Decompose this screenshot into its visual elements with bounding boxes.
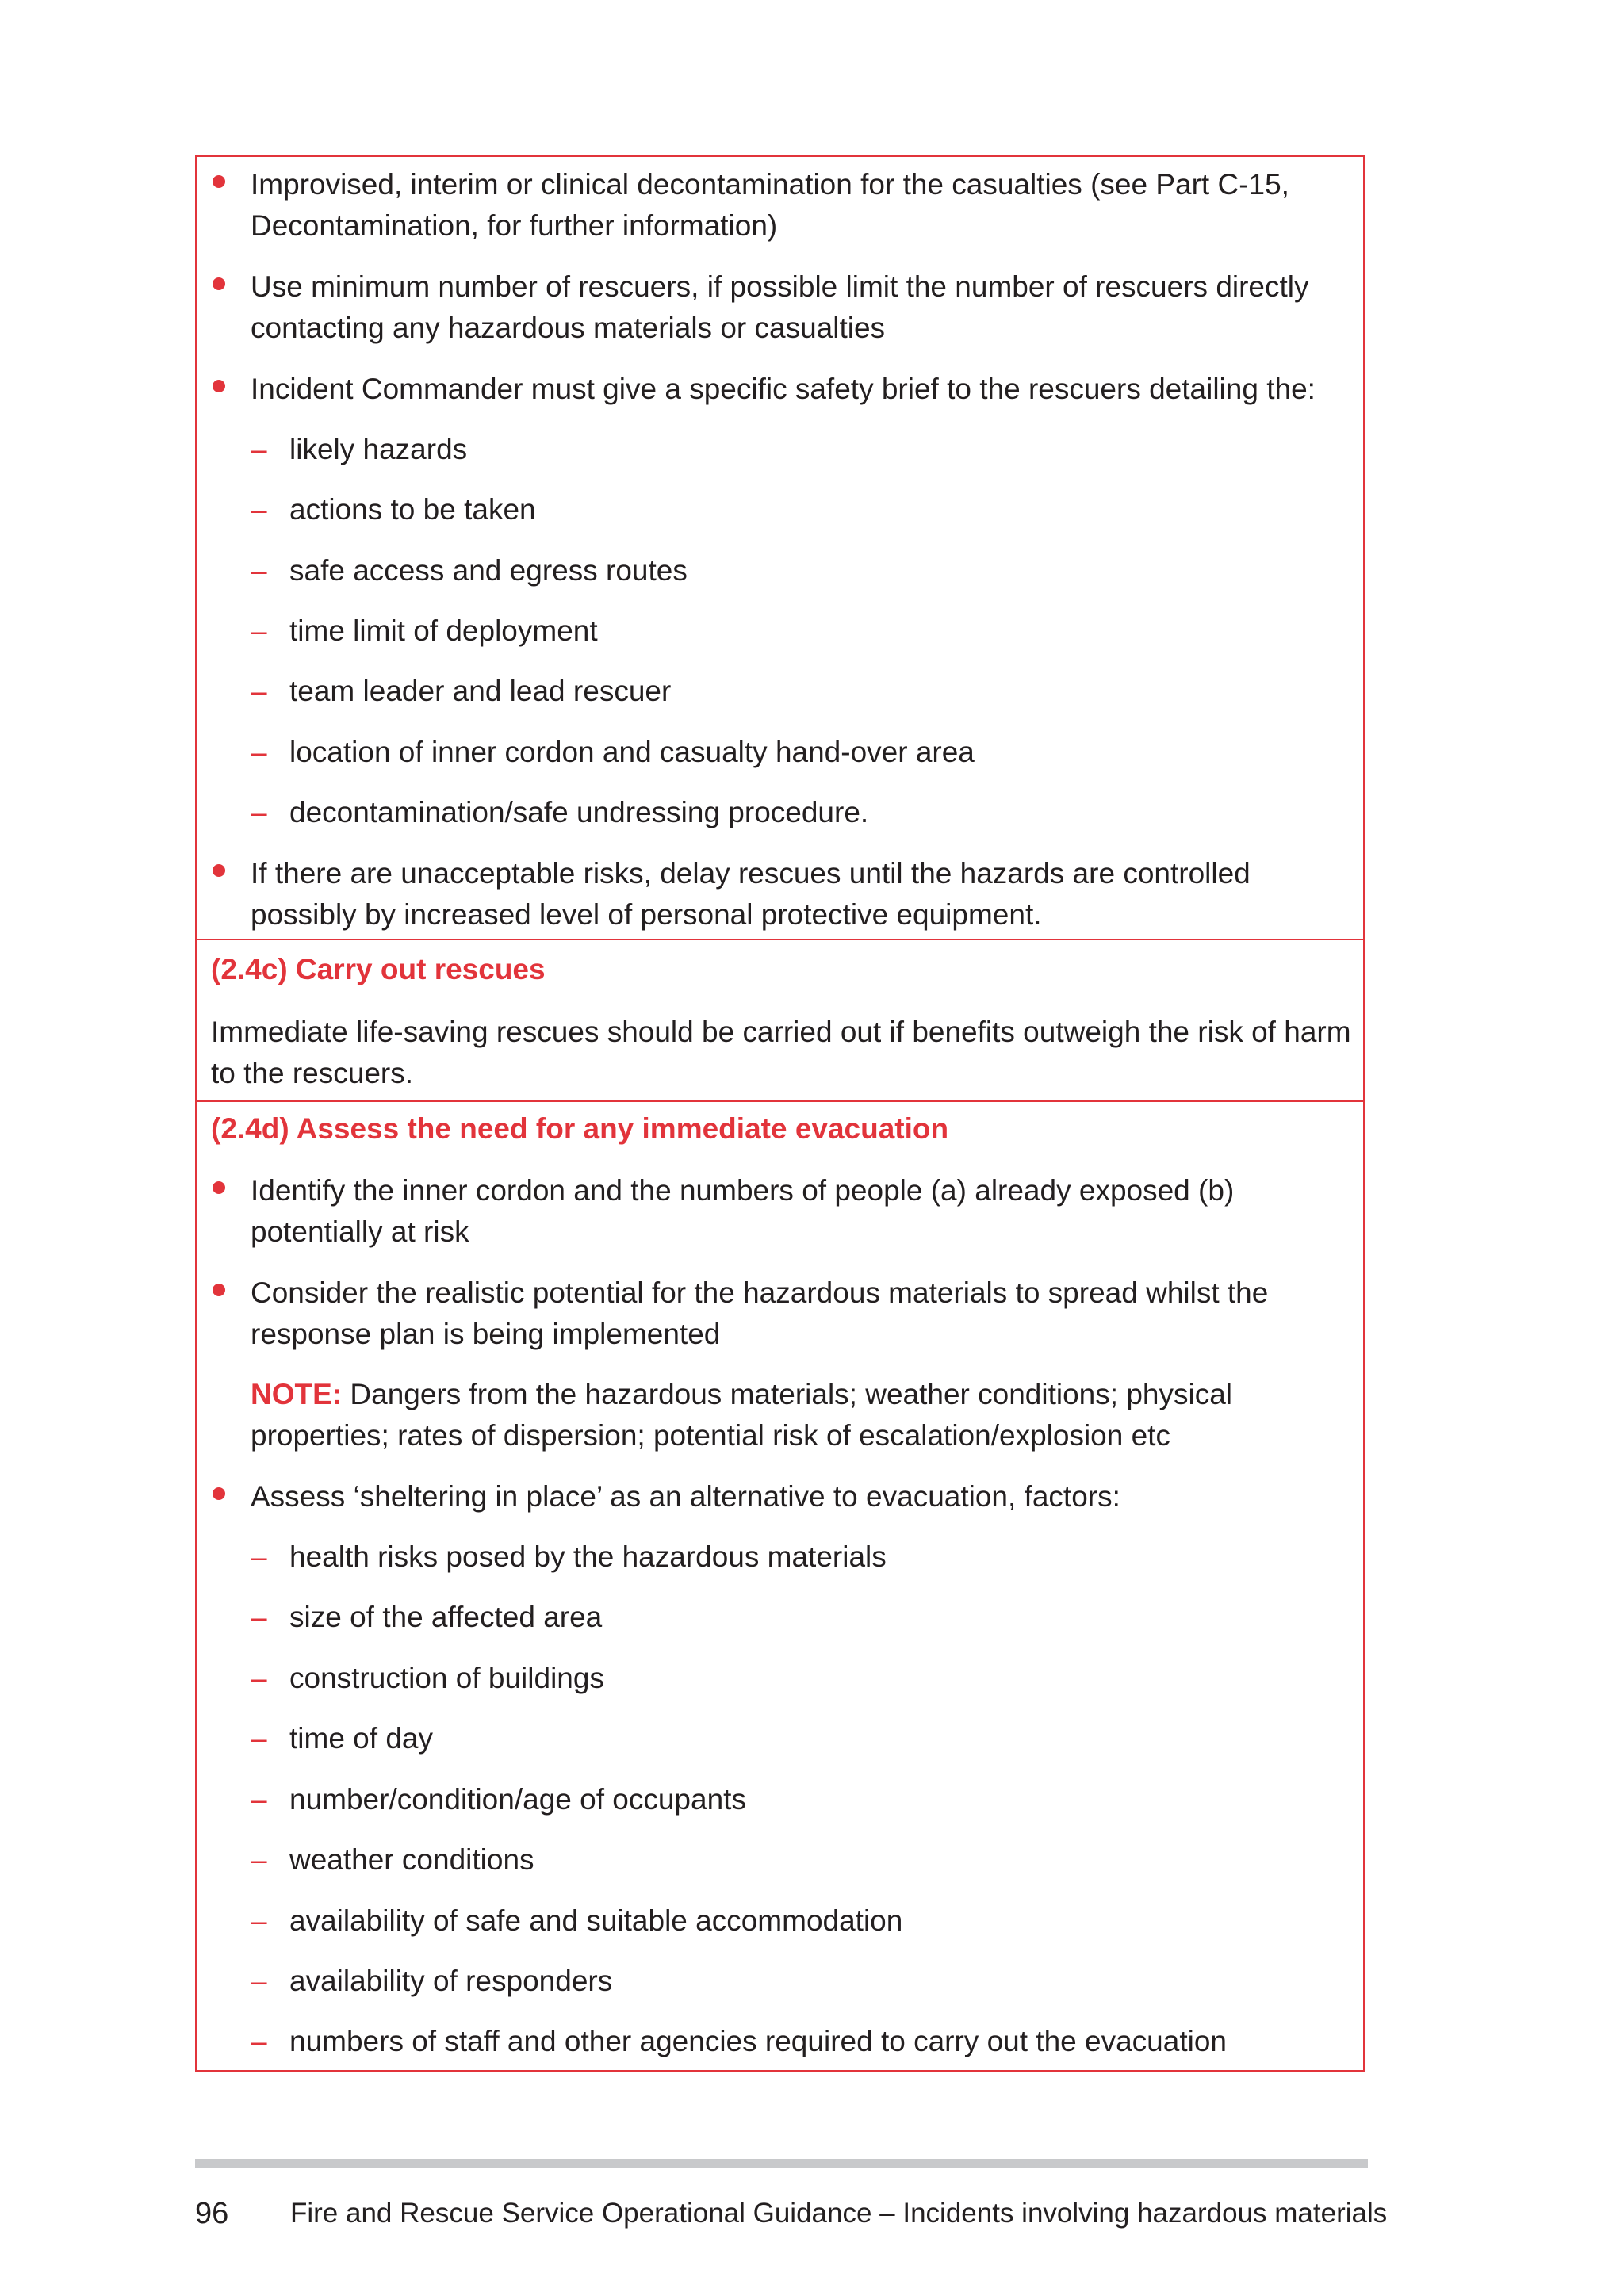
dash-icon: – xyxy=(251,433,267,465)
dash-icon: – xyxy=(251,1601,267,1633)
dash-item: – health risks posed by the hazardous materials xyxy=(289,1536,887,1578)
dash-item: – time of day xyxy=(289,1718,433,1759)
bullet-identify-cordon: Identify the inner cordon and the numbers of people (a) already exposed (b) potentially at risk xyxy=(251,1170,1234,1253)
rescues-body-text: Immediate life-saving rescues should be carried out if benefits outweigh the risk of harm to the rescuers. xyxy=(211,1016,1351,1089)
bullet-dot-icon xyxy=(213,1284,225,1296)
dash-icon: – xyxy=(251,1662,267,1694)
dash-icon: – xyxy=(251,796,267,828)
dash-icon: – xyxy=(251,554,267,587)
bullet-consider-spread: Consider the realistic potential for the hazardous materials to spread whilst the response plan is being implemented xyxy=(251,1272,1268,1355)
bullet-minimum-rescuers: Use minimum number of rescuers, if possible limit the number of rescuers directly contacting any hazardous materials or casualties xyxy=(251,266,1309,349)
dash-item: – availability of responders xyxy=(289,1961,612,2002)
bullet-dot-icon xyxy=(213,380,225,392)
dash-item: – team leader and lead rescuer xyxy=(289,671,671,712)
dash-item: – safe access and egress routes xyxy=(289,550,688,591)
dash-item: – size of the affected area xyxy=(289,1597,602,1638)
bullet-dot-icon xyxy=(213,277,225,290)
dash-item: – likely hazards xyxy=(289,429,467,470)
dash-icon: – xyxy=(251,1965,267,1997)
footer-title: Fire and Rescue Service Operational Guidance – Incidents involving hazardous materials xyxy=(290,2198,1388,2229)
dash-icon: – xyxy=(251,2025,267,2057)
dash-icon: – xyxy=(251,1783,267,1816)
note-label: NOTE: xyxy=(251,1378,343,1410)
dash-icon: – xyxy=(251,614,267,647)
dash-item: – decontamination/safe undressing procedure. xyxy=(289,792,868,833)
bullet-sheltering: Assess ‘sheltering in place’ as an alternative to evacuation, factors: xyxy=(251,1476,1120,1517)
dash-icon: – xyxy=(251,1540,267,1573)
section-heading-2-4c: (2.4c) Carry out rescues xyxy=(211,953,546,985)
bullet-dot-icon xyxy=(213,1181,225,1194)
dash-icon: – xyxy=(251,1843,267,1876)
dash-item: – location of inner cordon and casualty hand-over area xyxy=(289,732,975,773)
bullet-unacceptable-risks: If there are unacceptable risks, delay rescues until the hazards are controlled possibly by increased level of personal protective equipment. xyxy=(251,853,1251,936)
page-number: 96 xyxy=(195,2197,229,2230)
dash-item: – availability of safe and suitable accommodation xyxy=(289,1900,902,1942)
dash-item: – weather conditions xyxy=(289,1839,534,1881)
bullet-dot-icon xyxy=(213,1487,225,1500)
dash-item: – number/condition/age of occupants xyxy=(289,1779,746,1820)
bullet-safety-brief: Incident Commander must give a specific safety brief to the rescuers detailing the: xyxy=(251,369,1316,410)
section-heading-2-4d: (2.4d) Assess the need for any immediate evacuation xyxy=(211,1112,949,1145)
dash-item: – time limit of deployment xyxy=(289,610,598,652)
bullet-decontamination: Improvised, interim or clinical decontamination for the casualties (see Part C-15, Decontamination, for further information) xyxy=(251,164,1289,247)
bullet-dot-icon xyxy=(213,864,225,877)
dash-item: – actions to be taken xyxy=(289,489,536,530)
dash-item: – construction of buildings xyxy=(289,1658,604,1699)
bullet-dot-icon xyxy=(213,175,225,188)
dash-icon: – xyxy=(251,493,267,526)
dash-icon: – xyxy=(251,736,267,768)
dash-icon: – xyxy=(251,1904,267,1937)
dash-item: – numbers of staff and other agencies required to carry out the evacuation xyxy=(289,2021,1227,2062)
note-block: NOTE: Dangers from the hazardous materials; weather conditions; physical properties; rates of dispersion; potential risk of escalation/explosion etc xyxy=(251,1378,1232,1452)
dash-icon: – xyxy=(251,675,267,707)
footer-rule xyxy=(195,2159,1368,2168)
dash-icon: – xyxy=(251,1722,267,1755)
